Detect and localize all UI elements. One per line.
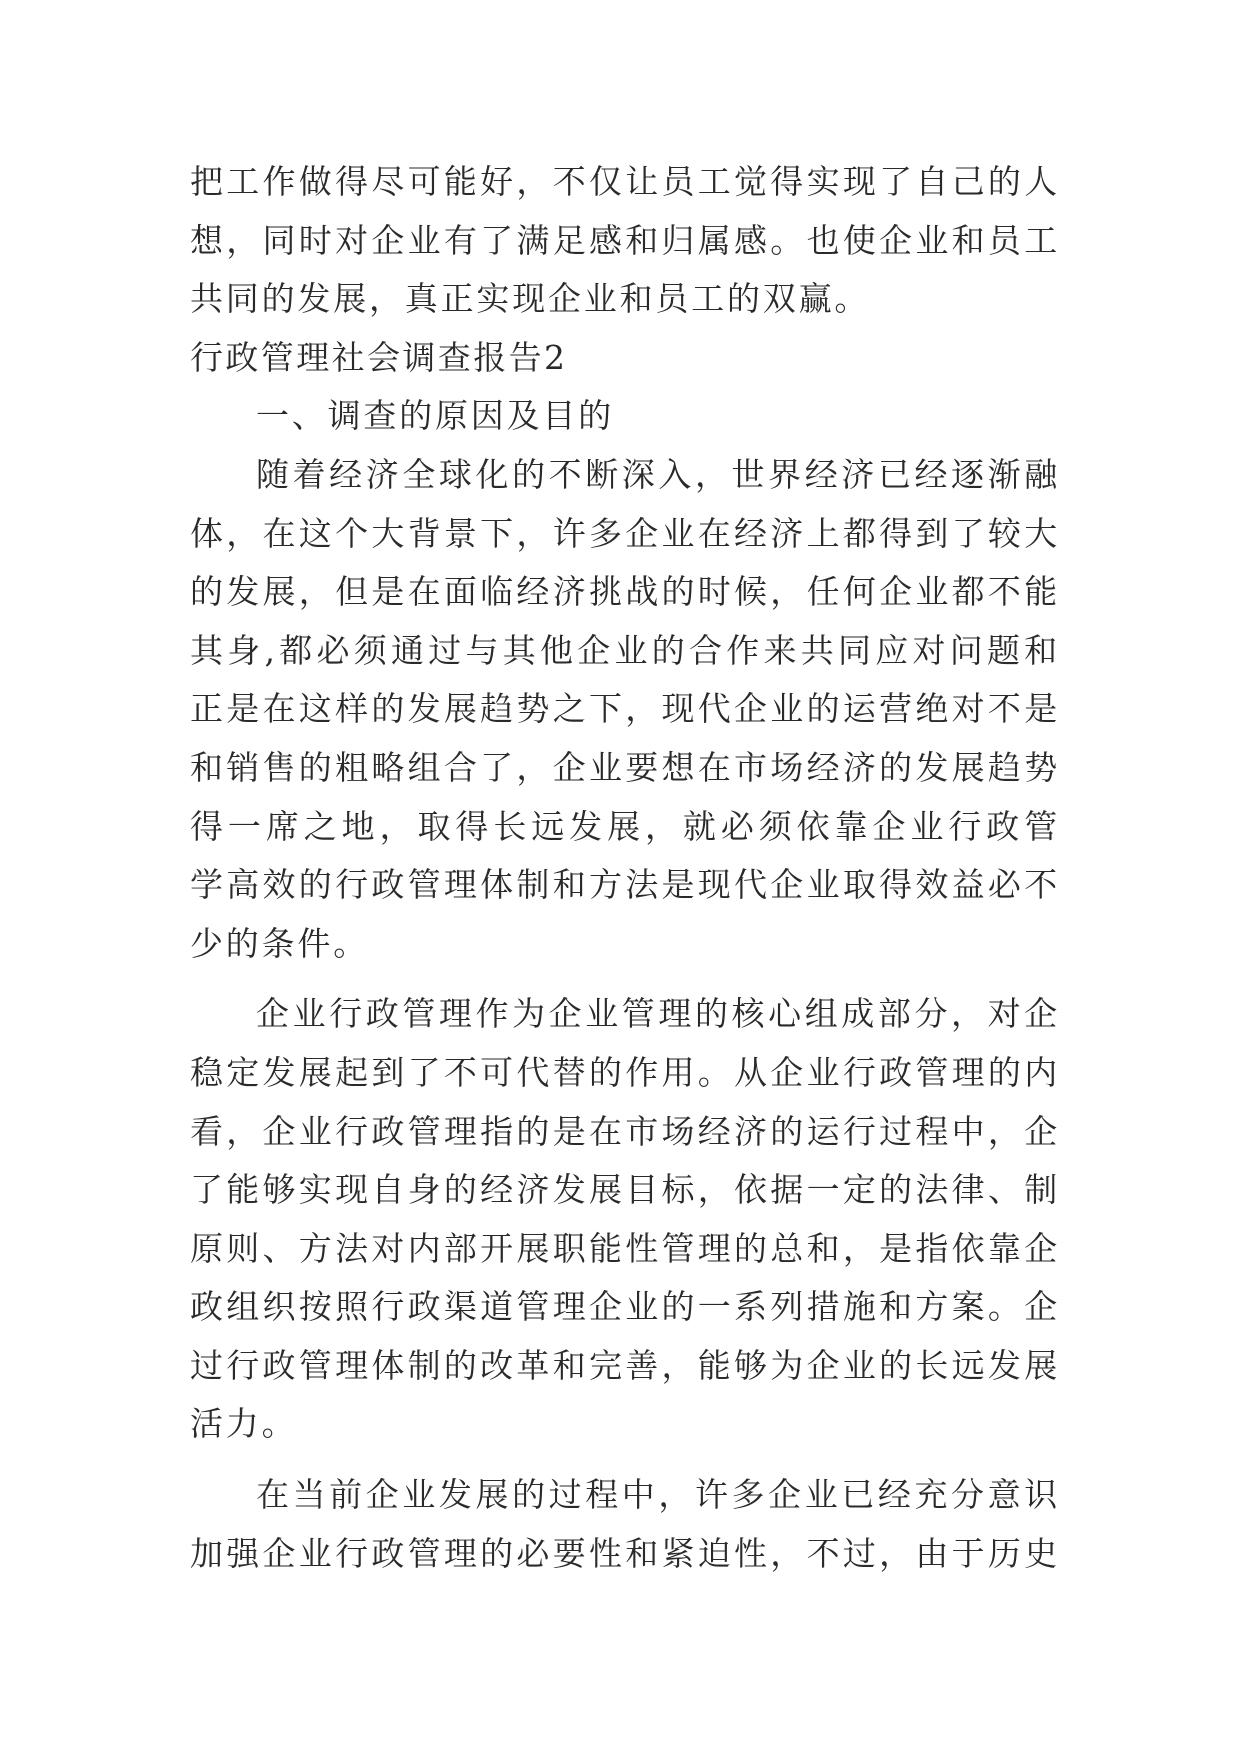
text-line: 的发展，但是在面临经济挑战的时候，任何企业都不能 [190,572,1060,612]
text-line: 正是在这样的发展趋势之下，现代企业的运营绝对不是 [190,689,1060,729]
text-line: 和销售的粗略组合了，企业要想在市场经济的发展趋势 [190,747,1060,787]
paragraph-2 [190,985,1060,1454]
text-line: 活力。 [190,1404,298,1444]
text-line: 体，在这个大背景下，许多企业在经济上都得到了较大 [190,513,1060,553]
text-line: 政组织按照行政渠道管理企业的一系列措施和方案。企 [190,1287,1060,1327]
intro-paragraph [190,153,1060,329]
text-line: 共同的发展，真正实现企业和员工的双赢。 [190,279,871,319]
text-line: 其身,都必须通过与其他企业的合作来共同应对问题和 [190,630,1060,670]
text-line: 企业行政管理作为企业管理的核心组成部分，对企 [256,994,1060,1034]
text-line: 把工作做得尽可能好，不仅让员工觉得实现了自己的人 [190,162,1060,201]
paragraph-3 [190,1466,1060,1583]
text-line: 在当前企业发展的过程中，许多企业已经充分意识 [256,1475,1060,1515]
text-line: 得一席之地，取得长远发展，就必须依靠企业行政管 [190,806,1060,846]
text-line: 稳定发展起到了不可代替的作用。从企业行政管理的内 [190,1052,1060,1092]
text-line: 原则、方法对内部开展职能性管理的总和，是指依靠企 [190,1228,1060,1268]
text-line: 少的条件。 [190,923,369,963]
text-line: 过行政管理体制的改革和完善，能够为企业的长远发展 [190,1345,1060,1385]
report-title: 行政管理社会调查报告2 [190,337,568,377]
section-heading: 一、调查的原因及目的 [256,396,614,436]
text-line: 了能够实现自身的经济发展目标，依据一定的法律、制 [190,1170,1060,1210]
paragraph-1 [190,446,1060,973]
text-line: 看，企业行政管理指的是在市场经济的运行过程中，企 [190,1111,1060,1151]
text-line: 随着经济全球化的不断深入，世界经济已经逐渐融 [256,454,1060,494]
document-body [190,153,1060,1583]
text-line: 学高效的行政管理体制和方法是现代企业取得效益必不 [190,865,1060,905]
text-line: 加强企业行政管理的必要性和紧迫性，不过，由于历史 [190,1533,1060,1573]
text-line: 想，同时对企业有了满足感和归属感。也使企业和员工 [190,220,1060,260]
